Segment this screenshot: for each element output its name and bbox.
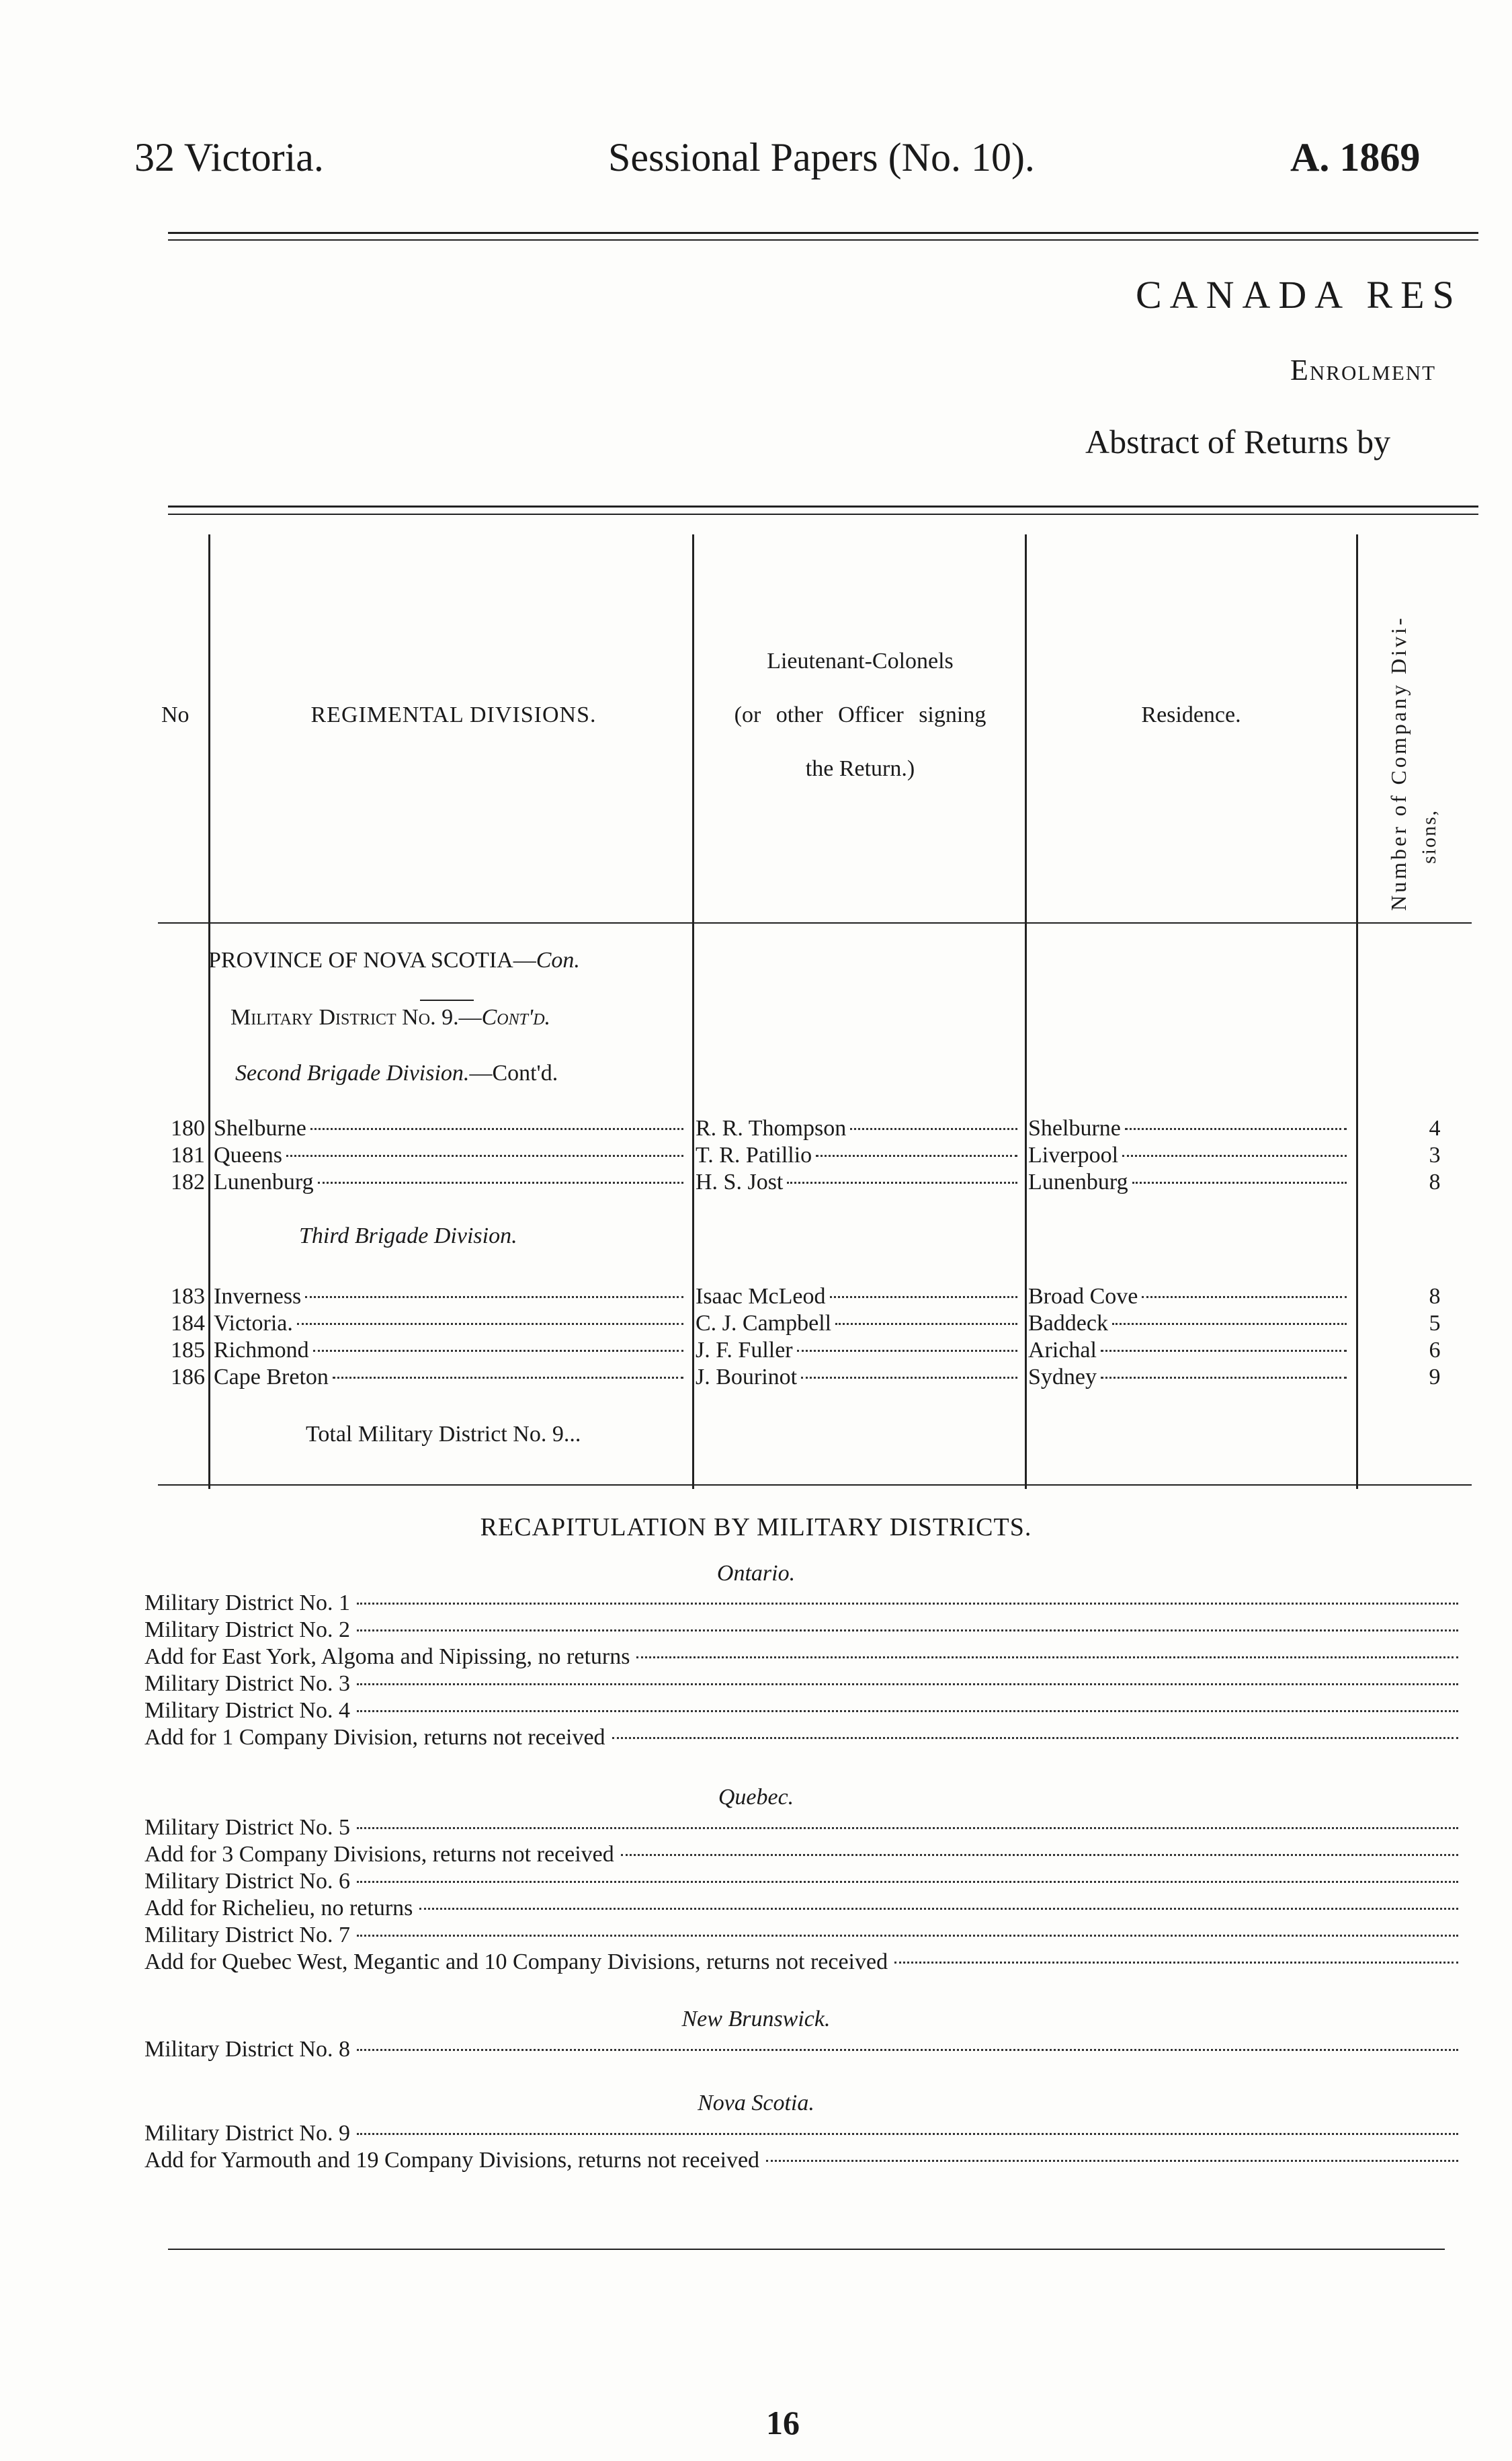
col-divider-3 — [1025, 534, 1027, 1489]
region-nova-scotia: Nova Scotia. — [698, 2091, 814, 2115]
total-count-leader — [1364, 1442, 1462, 1444]
table-row-residence: Shelburne — [1028, 1116, 1351, 1141]
col-header-lc-line1: Lieutenant-Colonels — [767, 649, 954, 674]
table-row-division: Shelburne — [214, 1116, 687, 1141]
col-header-count-line2: sions, — [1418, 809, 1440, 864]
table-row-officer: Isaac McLeod — [696, 1284, 1021, 1309]
table-row-residence: Liverpool — [1028, 1143, 1351, 1168]
recap-line: Add for Quebec West, Megantic and 10 Company Divisions, returns not received — [144, 1949, 1458, 1975]
table-row-officer: J. Bourinot — [696, 1365, 1021, 1390]
col-header-lc-line2: (or other Officer signing — [734, 702, 986, 727]
col-header-lc-line3: the Return.) — [805, 756, 915, 781]
table-row-officer: J. F. Fuller — [696, 1338, 1021, 1363]
table-row-division: Richmond — [214, 1338, 687, 1363]
table-row-count: 6 — [1429, 1338, 1441, 1363]
recap-line: Military District No. 5 — [144, 1815, 1458, 1841]
table-top-rule-2 — [168, 514, 1478, 515]
row-number: 182 — [171, 1170, 205, 1195]
row-number: 180 — [171, 1116, 205, 1141]
table-bottom-rule — [158, 1484, 1472, 1486]
table-row-division: Lunenburg — [214, 1170, 687, 1195]
table-row-officer: H. S. Jost — [696, 1170, 1021, 1195]
document-title: Sessional Papers (No. 10). — [608, 135, 1035, 179]
session-label: 32 Victoria. — [134, 135, 324, 179]
table-row-count: 8 — [1429, 1284, 1441, 1309]
recap-line: Military District No. 7 — [144, 1923, 1458, 1948]
district-label: Military District No. 9.—Cont'd. — [230, 1005, 551, 1030]
recap-line: Military District No. 8 — [144, 2037, 1458, 2062]
table-row-division: Inverness — [214, 1284, 687, 1309]
table-row-division: Queens — [214, 1143, 687, 1168]
table-row-residence: Sydney — [1028, 1365, 1351, 1390]
region-ontario: Ontario. — [716, 1561, 796, 1586]
table-row-count: 9 — [1429, 1365, 1441, 1389]
col-divider-1 — [208, 534, 210, 1489]
recap-line: Military District No. 2 — [144, 1617, 1458, 1643]
table-row-officer: T. R. Patillio — [696, 1143, 1021, 1168]
total-residence-leader — [1048, 1442, 1337, 1444]
province-underline — [420, 1000, 474, 1001]
col-divider-4 — [1356, 534, 1358, 1489]
recap-line: Military District No. 6 — [144, 1869, 1458, 1894]
recap-line: Add for Yarmouth and 19 Company Divisions, returns not received — [144, 2148, 1458, 2173]
table-row-division: Cape Breton — [214, 1365, 687, 1390]
region-new-brunswick: New Brunswick. — [681, 2007, 831, 2031]
table-row-officer: C. J. Campbell — [696, 1311, 1021, 1336]
recap-title: RECAPITULATION BY MILITARY DISTRICTS. — [480, 1513, 1032, 1541]
recap-line: Military District No. 1 — [144, 1590, 1458, 1616]
row-number: 184 — [171, 1311, 205, 1336]
table-row-officer: R. R. Thompson — [696, 1116, 1021, 1141]
brigade2-label: Second Brigade Division.—Cont'd. — [235, 1061, 558, 1086]
row-number: 186 — [171, 1365, 205, 1389]
province-label: PROVINCE OF NOVA SCOTIA—Con. — [208, 948, 580, 973]
region-quebec: Quebec. — [718, 1785, 794, 1810]
header-bottom-rule — [158, 922, 1472, 924]
recap-line: Military District No. 4 — [144, 1698, 1458, 1724]
title-canada-res: CANADA RES — [1136, 273, 1462, 317]
row-number: 181 — [171, 1143, 205, 1168]
table-row-count: 5 — [1429, 1311, 1441, 1336]
col-header-count-line1: Number of Company Divi- — [1386, 615, 1411, 911]
col-header-residence: Residence. — [1141, 702, 1241, 727]
table-top-rule — [168, 506, 1478, 508]
recap-line: Add for East York, Algoma and Nipissing, no returns — [144, 1644, 1458, 1670]
recap-line: Add for 1 Company Division, returns not received — [144, 1725, 1458, 1750]
col-divider-2 — [692, 534, 694, 1489]
title-enrolment: Enrolment — [1290, 354, 1437, 387]
title-abstract: Abstract of Returns by — [1085, 423, 1391, 460]
total-officer-leader — [699, 1442, 1018, 1444]
page-number: 16 — [766, 2404, 800, 2442]
recap-line: Add for Richelieu, no returns — [144, 1896, 1458, 1921]
table-row-division: Victoria. — [214, 1311, 687, 1336]
table-row-residence: Arichal — [1028, 1338, 1351, 1363]
brigade3-label: Third Brigade Division. — [299, 1223, 517, 1248]
table-row-count: 4 — [1429, 1116, 1441, 1141]
header-rule-top — [168, 232, 1478, 234]
total-label: Total Military District No. 9... — [306, 1422, 581, 1447]
recap-line: Add for 3 Company Divisions, returns not received — [144, 1842, 1458, 1867]
table-row-count: 3 — [1429, 1143, 1441, 1168]
row-number: 185 — [171, 1338, 205, 1363]
table-row-count: 8 — [1429, 1170, 1441, 1195]
recap-line: Military District No. 3 — [144, 1671, 1458, 1697]
row-number: 183 — [171, 1284, 205, 1309]
footer-rule — [168, 2249, 1445, 2250]
table-row-residence: Lunenburg — [1028, 1170, 1351, 1195]
recap-line: Military District No. 9 — [144, 2121, 1458, 2146]
header-rule-bottom — [168, 239, 1478, 241]
col-header-divisions: REGIMENTAL DIVISIONS. — [310, 702, 597, 727]
col-header-no: No — [161, 702, 190, 727]
table-row-residence: Baddeck — [1028, 1311, 1351, 1336]
year-label: A. 1869 — [1290, 135, 1421, 179]
table-row-residence: Broad Cove — [1028, 1284, 1351, 1309]
